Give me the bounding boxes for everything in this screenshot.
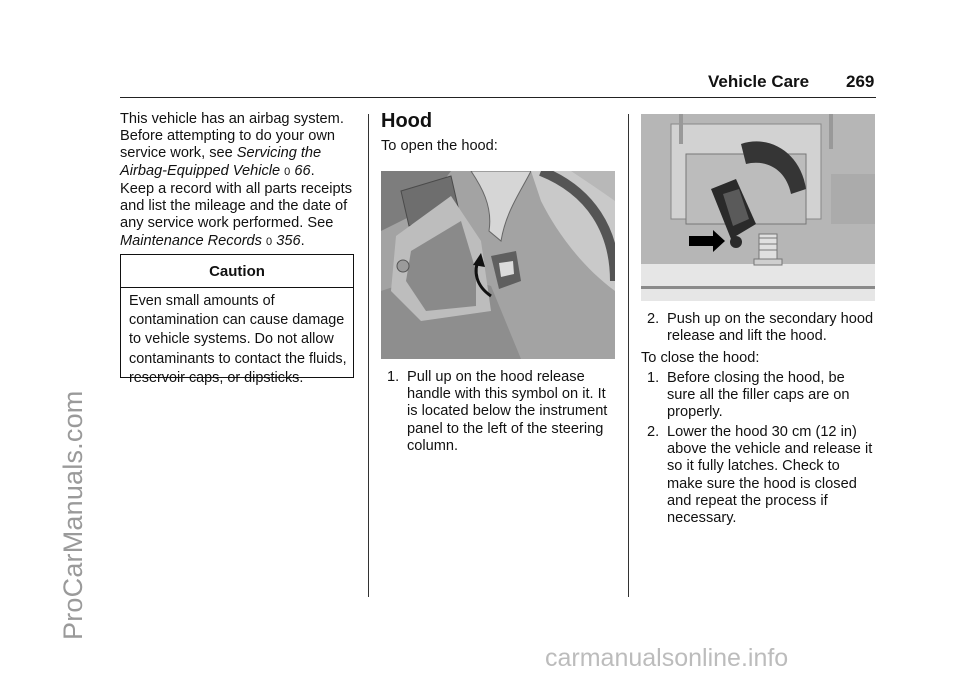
- header-rule: [120, 97, 876, 98]
- secondary-release-illustration: [641, 114, 875, 301]
- maintenance-page-ref[interactable]: 356: [276, 232, 301, 249]
- records-text: Keep a record with all parts receipts and list the mileage and the date of any service work performed. See: [120, 181, 352, 232]
- step-number: 1.: [387, 369, 400, 385]
- hood-release-figure: [381, 171, 615, 359]
- close-hood-intro: To close the hood:: [641, 350, 760, 366]
- open-step-1: [381, 369, 617, 455]
- page-number: 269: [846, 72, 875, 91]
- records-paragraph: Keep a record with all parts receipts and list the mileage and the date of any service work performed. See Maintenance Records 0 356.: [120, 181, 352, 249]
- open-step-2: [641, 311, 877, 345]
- page-ref-arrow-icon: 0: [284, 165, 291, 178]
- maintenance-link[interactable]: Maintenance Records: [120, 232, 262, 249]
- step-text: Before closing the hood, be sure all the filler caps are on properly.: [667, 370, 850, 421]
- caution-rule: [121, 287, 353, 288]
- hood-release-illustration: [381, 171, 615, 359]
- step-text: Push up on the secondary hood release and lift the hood.: [667, 311, 874, 345]
- secondary-release-figure: [641, 114, 875, 301]
- airbag-paragraph: This vehicle has an airbag system. Before attempting to do your own service work, see Servicing the Airbag-Equipped Vehicle 0 66.: [120, 111, 344, 179]
- open-hood-intro: To open the hood:: [381, 138, 498, 154]
- step-number: 1.: [647, 370, 660, 386]
- hood-heading: Hood: [381, 110, 433, 132]
- page-ref-arrow-icon: 0: [266, 235, 273, 248]
- column-divider-right: [628, 114, 629, 597]
- section-title: Vehicle Care: [708, 72, 810, 91]
- side-watermark: ProCarManuals.com: [58, 390, 88, 640]
- step-text: Lower the hood 30 cm (12 in) above the vehicle and release it so it fully latches. Check to make sure the hood is closed and repeat the process if necessary.: [667, 424, 873, 527]
- airbag-link[interactable]: Servicing the Airbag-Equipped Vehicle: [120, 145, 322, 179]
- airbag-page-ref[interactable]: 66: [294, 162, 311, 179]
- step-text: Pull up on the hood release handle with this symbol on it. It is located below the instrument panel to the left of the steering column.: [407, 369, 608, 454]
- close-step-1: [641, 370, 877, 422]
- caution-body: Even small amounts of contamination can cause damage to vehicle systems. Do not allow contaminants to contact the fluids, reservoir caps, or dipsticks.: [129, 293, 347, 386]
- close-step-2: [641, 424, 877, 527]
- step-number: 2.: [647, 424, 660, 440]
- caution-title: Caution: [209, 263, 265, 280]
- airbag-text: This vehicle has an airbag system. Before attempting to do your own service work, see: [120, 111, 344, 162]
- column-divider-left: [368, 114, 369, 597]
- bottom-watermark: carmanualsonline.info: [545, 644, 789, 672]
- step-number: 2.: [647, 311, 660, 327]
- caution-box: [120, 254, 354, 386]
